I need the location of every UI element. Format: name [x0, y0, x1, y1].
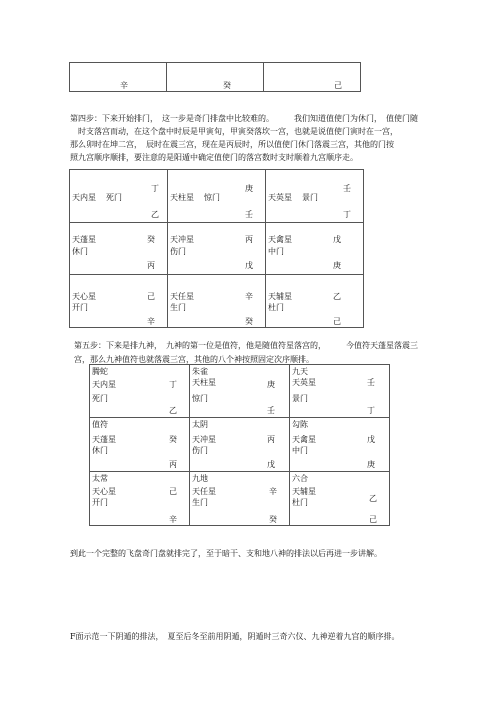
- heaven-stem: 己: [169, 487, 177, 496]
- door-label: 杜门: [268, 303, 284, 312]
- star-label: 天任星: [192, 487, 216, 496]
- star-label: 天柱星: [170, 193, 194, 202]
- step4-cell-3-1: [70, 275, 168, 328]
- door-label: 伤门: [170, 247, 186, 256]
- door-label: 惊门: [192, 394, 208, 403]
- earth-stem: 壬: [267, 406, 275, 415]
- top-cell-3: [264, 63, 361, 92]
- step5-grid: [89, 364, 390, 526]
- step4-cell-2-2: [168, 223, 266, 275]
- step5-cell-3-1: [90, 472, 190, 526]
- step5-cell-2-2: [190, 418, 290, 472]
- earth-stem: 庚: [333, 261, 341, 270]
- star-label: 天心星: [72, 292, 96, 301]
- door-label: 休门: [72, 247, 88, 256]
- step4-line-1: 第四步：下来开始排门， 这一步是奇门排盘中比较难的。 我们知道值使门为休门， 值使门随: [70, 114, 418, 123]
- door-label: 景门: [292, 394, 308, 403]
- star-label: 天辅星: [292, 487, 316, 496]
- yin-dun-intro-line: F面示范一下阴遁的排法， 夏至后冬至前用阴遁，阴遁时三奇六仪、九神逆着九宫的顺序排。: [70, 632, 400, 641]
- step4-cell-1-3: [266, 170, 364, 223]
- god-label: 腾蛇: [92, 367, 108, 376]
- door-label: 伤门: [192, 446, 208, 455]
- star-label: 天内星: [72, 193, 96, 202]
- heaven-stem: 辛: [245, 292, 253, 301]
- star-label: 天内星: [92, 380, 116, 389]
- summary-line: 到此一个完整的飞盘奇门盘就排完了，至于暗干、支和地八神的排法以后再进一步讲解。: [70, 549, 382, 558]
- star-label: 天冲星: [170, 235, 194, 244]
- door-label: 死门: [92, 394, 108, 403]
- step4-cell-2-3: [266, 223, 364, 275]
- god-label: 勾陈: [292, 420, 308, 429]
- god-label: 六合: [292, 474, 308, 483]
- door-label: 中门: [292, 446, 308, 455]
- earth-stem: 乙: [169, 406, 177, 415]
- heaven-stem: 丙: [245, 235, 253, 244]
- star-label: 天英星: [292, 378, 316, 387]
- step5-cell-2-1: [90, 418, 190, 472]
- god-label: 太常: [92, 474, 108, 483]
- heaven-stem: 乙: [369, 494, 377, 503]
- door-label: 开门: [92, 498, 108, 507]
- step4-cell-3-3: [266, 275, 364, 328]
- step5-cell-1-2: [190, 365, 290, 418]
- earth-stem: 癸: [269, 515, 277, 524]
- step4-cell-3-2: [168, 275, 266, 328]
- door-label: 死门: [106, 193, 122, 202]
- god-label: 太阴: [192, 420, 208, 429]
- door-label: 生门: [192, 498, 208, 507]
- god-label: 九地: [192, 474, 208, 483]
- heaven-stem: 癸: [147, 235, 155, 244]
- step5-cell-3-3: [290, 472, 390, 526]
- step4-cell-2-1: [70, 223, 168, 275]
- star-label: 天禽星: [268, 235, 292, 244]
- top-cell-3-value: 己: [334, 81, 342, 90]
- earth-stem: 戊: [245, 261, 253, 270]
- heaven-stem: 癸: [169, 435, 177, 444]
- heaven-stem: 壬: [367, 378, 375, 387]
- heaven-stem: 丁: [169, 380, 177, 389]
- earth-stem: 辛: [147, 317, 155, 326]
- heaven-stem: 庚: [245, 184, 253, 193]
- heaven-stem: 辛: [269, 487, 277, 496]
- star-label: 天辅星: [268, 292, 292, 301]
- step5-cell-2-3: [290, 418, 390, 472]
- earth-stem: 庚: [367, 460, 375, 469]
- earth-stem: 辛: [169, 515, 177, 524]
- star-label: 天柱星: [192, 378, 216, 387]
- door-label: 景门: [302, 193, 318, 202]
- heaven-stem: 己: [147, 292, 155, 301]
- star-label: 天英星: [268, 193, 292, 202]
- top-partial-table: [69, 62, 361, 92]
- heaven-stem: 丁: [151, 184, 159, 193]
- heaven-stem: 庚: [267, 380, 275, 389]
- door-label: 休门: [92, 446, 108, 455]
- star-label: 天任星: [170, 292, 194, 301]
- earth-stem: 戊: [267, 460, 275, 469]
- door-label: 惊门: [204, 193, 220, 202]
- door-label: 中门: [268, 247, 284, 256]
- earth-stem: 壬: [245, 210, 253, 219]
- god-label: 值符: [92, 420, 108, 429]
- heaven-stem: 丙: [267, 435, 275, 444]
- door-label: 生门: [170, 303, 186, 312]
- step5-cell-3-2: [190, 472, 290, 526]
- star-label: 天心星: [92, 487, 116, 496]
- heaven-stem: 戊: [367, 435, 375, 444]
- earth-stem: 丙: [169, 460, 177, 469]
- earth-stem: 己: [369, 515, 377, 524]
- door-label: 开门: [72, 303, 88, 312]
- earth-stem: 癸: [245, 317, 253, 326]
- top-cell-1: [70, 63, 167, 92]
- step4-cell-1-1: [70, 170, 168, 223]
- step5-cell-1-1: [90, 365, 190, 418]
- top-cell-1-value: 辛: [120, 81, 128, 90]
- step4-grid: [69, 169, 364, 328]
- heaven-stem: 戊: [333, 235, 341, 244]
- star-label: 天蓬星: [72, 235, 96, 244]
- step4-line-2: 时支落宫而动，在这个盘中时辰是甲寅旬，甲寅癸落坎一宫，也就是说值使门寅时在一宫，: [70, 127, 398, 136]
- step4-cell-1-2: [168, 170, 266, 223]
- top-cell-2-value: 癸: [223, 81, 231, 90]
- star-label: 天蓬星: [92, 435, 116, 444]
- god-label: 九天: [292, 367, 308, 376]
- earth-stem: 丁: [367, 406, 375, 415]
- top-cell-2: [167, 63, 264, 92]
- step5-line-1: 第五步：下来是排九神， 九神的第一位是值符，他是随值符星落宫的， 今值符天蓬星落震三: [74, 341, 418, 350]
- door-label: 杜门: [292, 498, 308, 507]
- earth-stem: 丙: [147, 261, 155, 270]
- earth-stem: 己: [333, 317, 341, 326]
- earth-stem: 丁: [343, 210, 351, 219]
- heaven-stem: 壬: [343, 184, 351, 193]
- step5-cell-1-3: [290, 365, 390, 418]
- heaven-stem: 乙: [333, 292, 341, 301]
- earth-stem: 乙: [151, 210, 159, 219]
- step4-line-3: 那么卯时在坤二宫， 辰时在震三宫，现在是丙辰时，所以值使门休门落震三宫，其他的门按: [70, 140, 394, 149]
- god-label: 朱雀: [192, 367, 208, 376]
- star-label: 天禽星: [292, 435, 316, 444]
- step5-line-2: 宫，那么九神值符也就落震三宫，其他的八个神按照固定次序顺排。: [74, 355, 314, 364]
- star-label: 天冲星: [192, 435, 216, 444]
- step4-line-4: 照九宫顺序顺排，要注意的是阳遁中确定值使门的落宫数时支时顺着九宫顺序走。: [70, 153, 358, 162]
